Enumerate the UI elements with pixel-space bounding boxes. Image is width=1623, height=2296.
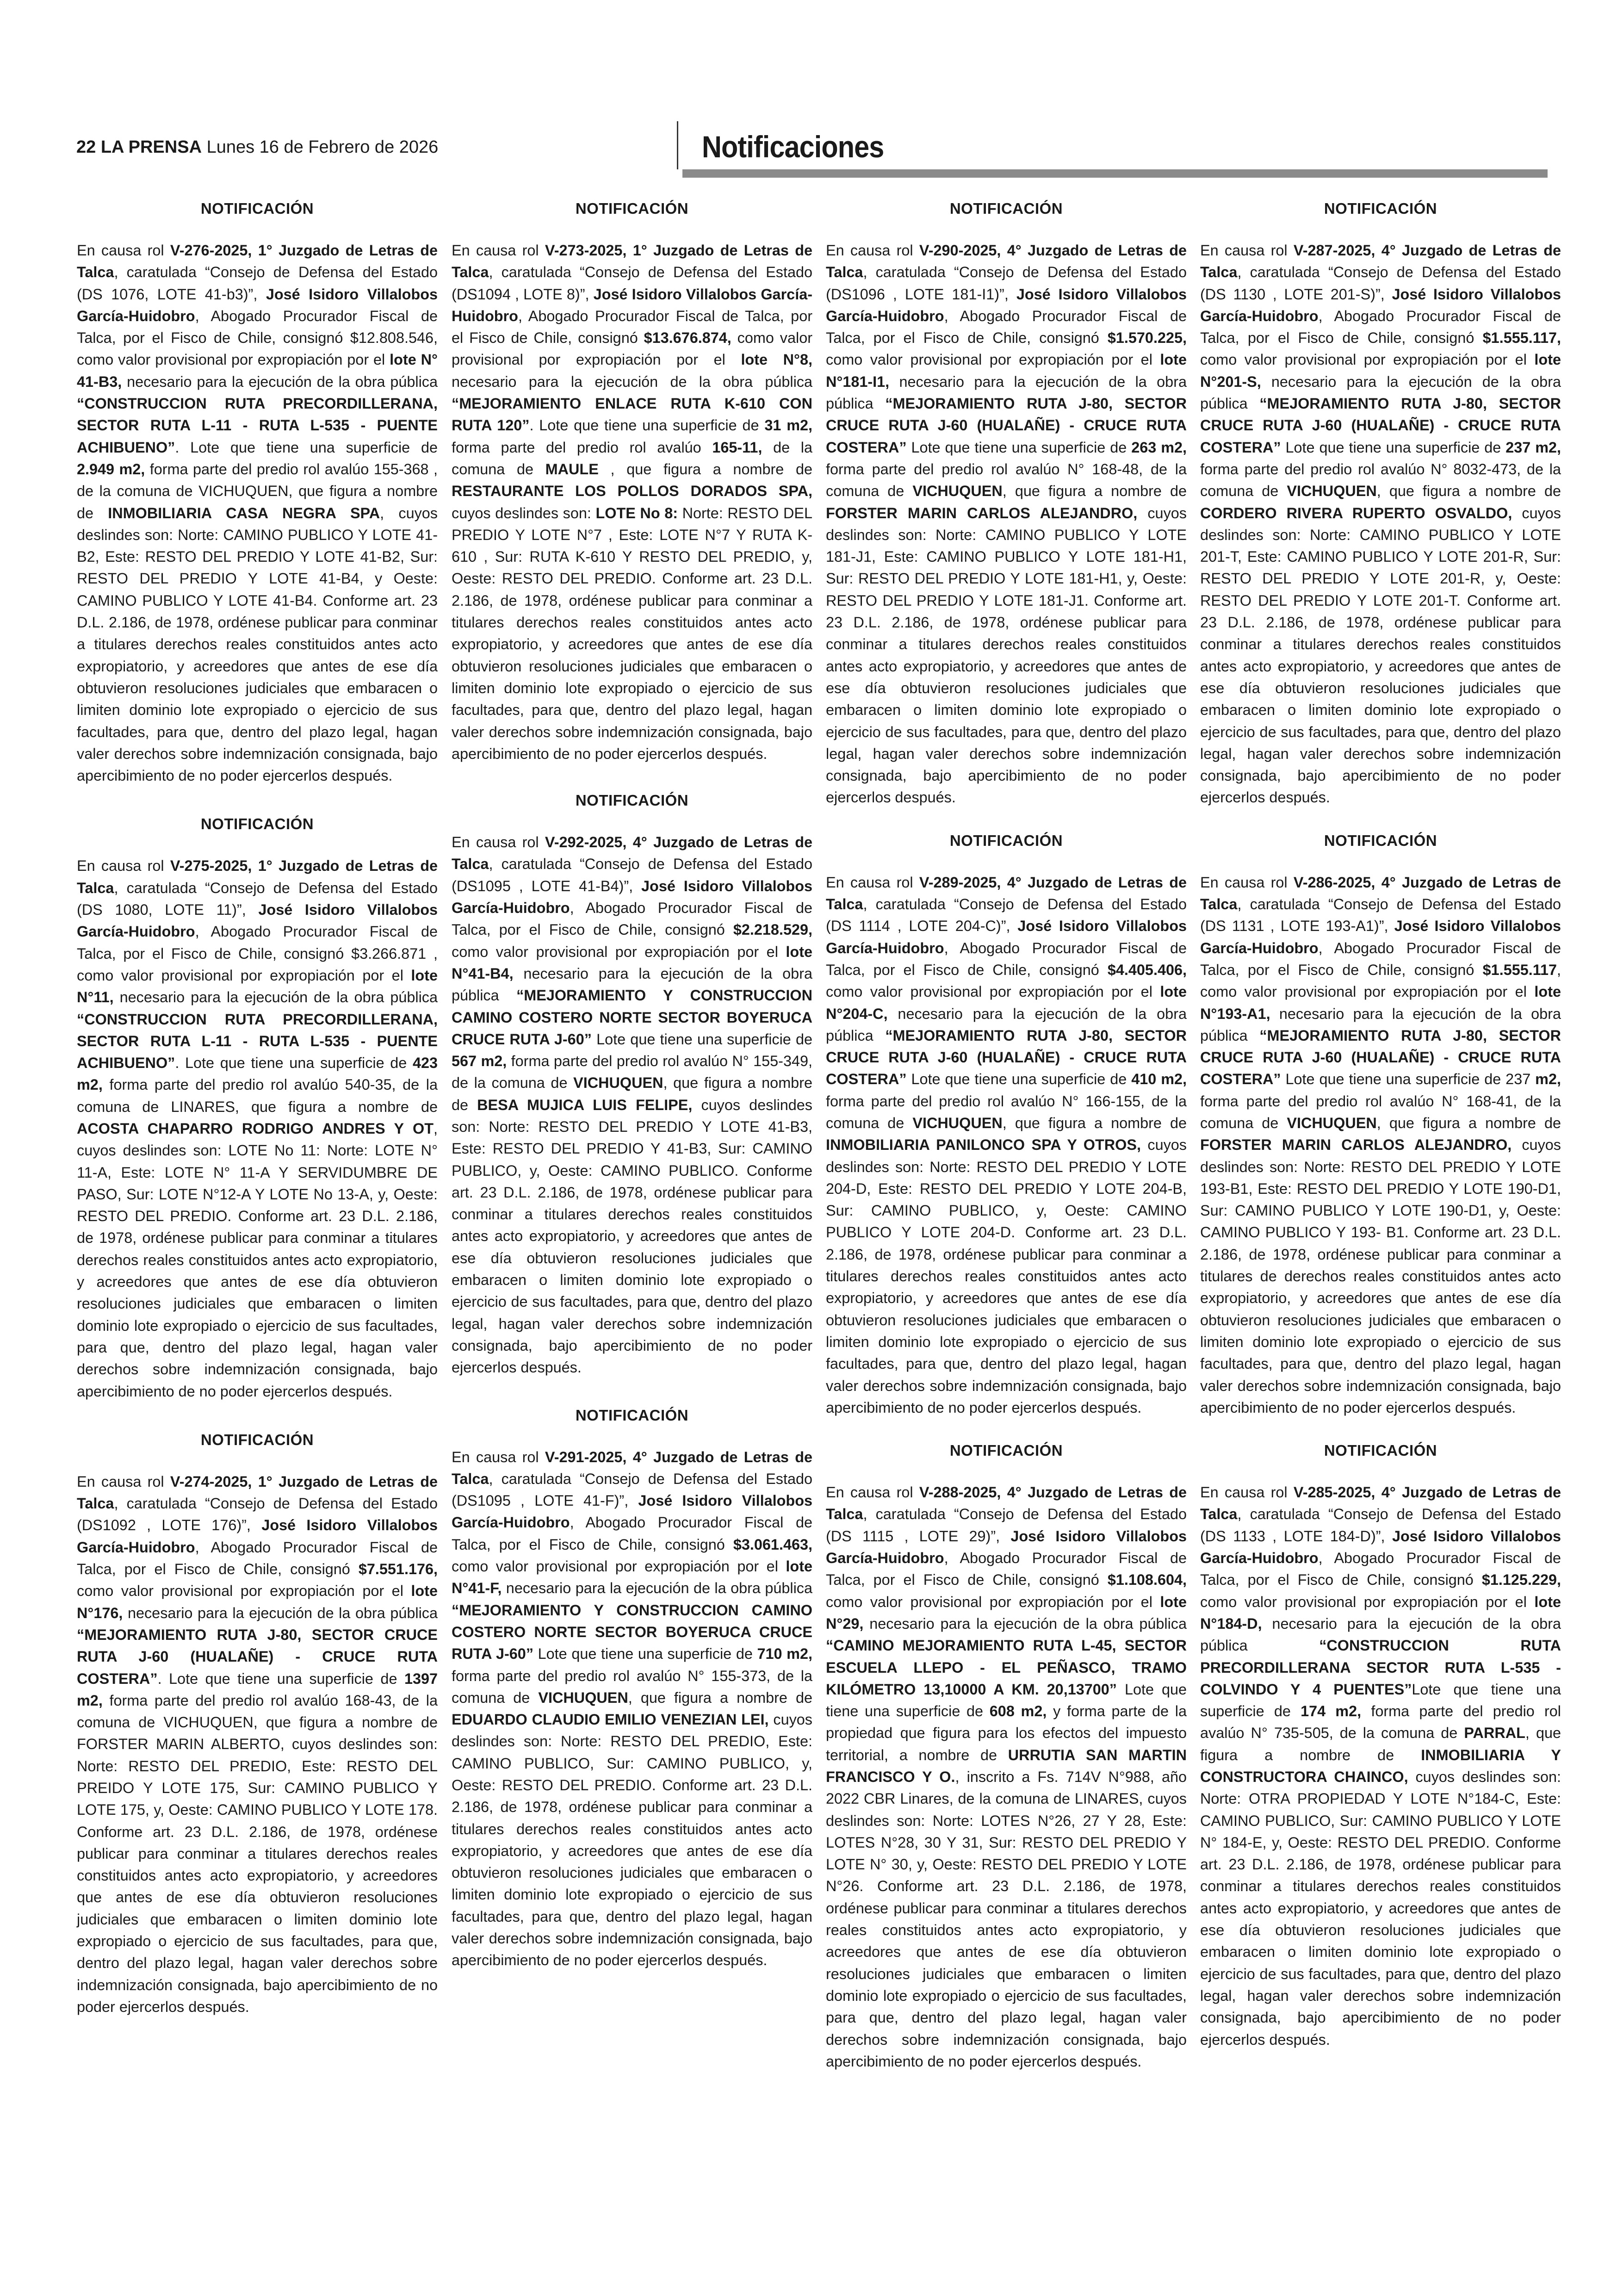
notice-body-text: necesario para la ejecución de la obra pública [1200,373,1561,412]
notice-title: NOTIFICACIÓN [949,832,1063,849]
notice-body-bold-text: lote N°176, [77,1582,438,1621]
notice-body-bold-text: URRUTIA SAN MARTIN FRANCISCO Y O. [826,1746,1187,1785]
notice-body-bold-text: V-276-2025, 1° Juzgado de Letras de Talca [77,242,438,281]
notice-body-bold-text: “MEJORAMIENTO RUTA J-80, SECTOR CRUCE RUTA J-60 (HUALAÑE) - CRUCE RUTA COSTERA” [1200,1027,1561,1088]
notice-body-bold-text: $1.555.117, [1482,329,1561,347]
notice-body-text: y forma parte de la propiedad que figura para los efectos del impuesto territorial, a nombre de [826,1703,1187,1763]
notice-body [826,872,1187,1419]
section-bar [682,169,1548,178]
notice-body-text: necesario para la ejecución de la obra pública [452,965,812,1004]
notice-body-text: Lote que tiene una superficie de [826,1681,1187,1720]
notice-body-text: forma parte del predio rol avalúo N° 8032-473, de la comuna de [1200,460,1561,500]
notice-body-text: , Abogado Procurador Fiscal de Talca, por el Fisco de Chile, consignó [452,900,812,938]
notice-body-text: En causa rol [1200,874,1294,891]
notice [452,198,812,765]
notice-body-text: , que figura a nombre de [1376,483,1561,500]
notice-body-text: cuyos deslindes son: [452,504,596,521]
notice [452,790,812,1378]
notice-body-bold-text: 567 m2, [452,1053,507,1070]
notice-body-bold-text: 1397 m2, [77,1670,438,1709]
notice-body-text: . Lote que tiene una superficie de [175,439,438,456]
notice-body-text: cuyos deslindes son: Norte: OTRA PROPIEDAD Y LOTE N°184-C, Este: CAMINO PUBLICO, Sur: CAMINO PUBLICO Y LOTE N° 184-E, y, Oeste: RESTO DEL PREDIO. Conforme art. 23 D.L. 2.186, de 1978, ordénese publicar para conminar a titulares derechos reales constituidos antes acto expropiatorio, y acreedores que antes de ese día obtuvieron resoluciones judiciales que embaracen o limiten dominio lote expropiado o ejercicio de sus facultades, para que, dentro del plazo legal, hagan valer derechos sobre indemnización consignada, bajo apercibimiento de no poder ejercerlos después. [1200,1769,1561,2048]
notice-body [77,240,438,787]
notice-body-bold-text: lote N°193-A1, [1200,983,1561,1022]
notice-body-text: forma parte del predio rol avalúo N° 168-48, de la comuna de [826,460,1187,500]
notice-body-bold-text: 31 m2, [764,417,813,434]
notice-title: NOTIFICACIÓN [200,815,314,833]
notice-body-bold-text: José Isidoro Villalobos García-Huidobro [826,1527,1187,1567]
notice-body-text: forma parte del predio rol avalúo 540-35, de la comuna de LINARES, que figura a nombre de [77,1076,438,1115]
notice-body [1200,1482,1561,2051]
notice-body-bold-text: $1.555.117 [1482,961,1557,978]
notice [77,1429,438,2018]
notice-body-bold-text: José Isidoro Villalobos García-Huidobro [77,901,438,940]
notice-body-text: . Lote que tiene una superficie de [175,1055,413,1072]
notice-body-bold-text: “CONSTRUCCION RUTA PRECORDILLERANA, SECTOR RUTA L-11 - RUTA L-535 - PUENTE ACHIBUENO” [77,395,438,456]
notice-body-text: Lote que tiene una superficie de 237 [1281,1071,1536,1088]
notice-body-bold-text: VICHUQUEN [912,1114,1003,1131]
notice [1200,198,1561,809]
notice-body-bold-text: José Isidoro Villalobos García-Huidobro [826,918,1187,956]
notice [826,1440,1187,2073]
notice-title: NOTIFICACIÓN [200,1431,314,1448]
notice-body-text: , que figura a nombre de [1376,1114,1561,1131]
notice-body-text: como valor provisional por expropiación por el [77,1582,411,1600]
notice [1200,830,1561,1419]
notice-body-text: , caratulada “Consejo de Defensa del Estado (DS 1115 , LOTE 29)”, [826,1506,1187,1545]
notice-body-bold-text: VICHUQUEN [1287,1114,1377,1131]
notice-body-bold-text: “MEJORAMIENTO RUTA J-80, SECTOR CRUCE RUTA J-60 (HUALAÑE) - CRUCE RUTA COSTERA” [826,395,1187,456]
notice-body-bold-text: INMOBILIARIA PANILONCO SPA Y OTROS, [826,1136,1141,1154]
notice-body-text: , caratulada “Consejo de Defensa del Estado (DS 1133 , LOTE 184-D)”, [1200,1506,1561,1545]
notice-body-bold-text: FORSTER MARIN CARLOS ALEJANDRO, [826,504,1138,521]
notice-body-text: de la comuna de [452,439,812,478]
notice-body-text: Lote que tiene una superficie de [591,1030,812,1048]
column-2 [452,198,812,1972]
notice [77,813,438,1402]
notice [1200,1440,1561,2051]
notice-body [77,1471,438,2018]
notice-body-text: necesario para la ejecución de la obra pública [452,373,812,390]
notice-body-text: como valor provisional por expropiación por el [452,329,812,368]
notice-body-text: forma parte del predio rol avalúo [452,439,712,456]
notice-body-text: , cuyos deslindes son: LOTE No 11: Norte: LOTE N° 11-A, Este: LOTE N° 11-A Y SERVIDUMBRE DE PASO, Sur: LOTE N°12-A Y LOTE No 13-A, y, Oeste: RESTO DEL PREDIO. Conforme art. 23 D.L. 2.186, de 1978, ordénese publicar para conminar a titulares derechos reales constituidos antes acto expropiatorio, y acreedores que antes de ese día obtuvieron resoluciones judiciales que embaracen o limiten dominio lote expropiado o ejercicio de sus facultades, para que, dentro del plazo legal, hagan valer derechos sobre indemnización consignada, bajo apercibimiento de no poder ejercerlos después. [77,1120,438,1400]
notice-body-bold-text: “MEJORAMIENTO ENLACE RUTA K-610 CON RUTA 120” [452,395,812,434]
notice-body-text: necesario para la ejecución de la obra pública [826,1005,1187,1044]
notice-body [452,832,812,1378]
notice-body-bold-text: “MEJORAMIENTO RUTA J-80, SECTOR CRUCE RUTA J-60 (HUALAÑE) - CRUCE RUTA COSTERA” [826,1027,1187,1088]
notice-body-bold-text: V-286-2025, 4° Juzgado de Letras de Talca [1200,874,1561,913]
column-3 [826,198,1187,2073]
publication-date: Lunes 16 de Febrero de 2026 [206,137,439,157]
notice-body-text: , caratulada “Consejo de Defensa del Estado (DS1092 , LOTE 176)”, [77,1495,438,1534]
notice-title: NOTIFICACIÓN [1324,200,1437,217]
notice-body-text: como valor provisional por expropiación por el [826,351,1160,368]
notice-body-text: cuyos deslindes son: Norte: CAMINO PUBLICO Y LOTE 181-J1, Este: CAMINO PUBLICO Y LOTE 181-H1, Sur: RESTO DEL PREDIO Y LOTE 181-H1, y, Oeste: RESTO DEL PREDIO Y LOTE 181-J1. Conforme art. 23 D.L. 2.186, de 1978, ordénese publicar para conminar a titulares derechos reales constituidos antes acto expropiatorio, y acreedores que antes de ese día obtuvieron resoluciones judiciales que embaracen o limiten dominio lote expropiado o ejercicio de sus facultades, para que, dentro del plazo legal, hagan valer derechos sobre indemnización consignada, bajo apercibimiento de no poder ejercerlos después. [826,504,1187,806]
notice-body [826,240,1187,809]
notice-body-bold-text: José Isidoro Villalobos García-Huidobro [77,1517,438,1556]
notice-body-text: , Abogado Procurador Fiscal de Talca, por el Fisco de Chile, consignó $12.808.546, como valor provisional por expropiación por el [77,307,438,368]
notice-body-bold-text: $1.125.229, [1481,1571,1561,1589]
notice-body-text: , Abogado Procurador Fiscal de Talca, por el Fisco de Chile, consignó [826,1550,1187,1589]
header-divider [677,121,678,169]
notice-body-bold-text: VICHUQUEN [912,483,1003,500]
notice-body-text: forma parte del predio rol avalúo N° 168-41, de la comuna de [1200,1092,1561,1131]
notice-body-bold-text: “MEJORAMIENTO RUTA J-80, SECTOR CRUCE RUTA J-60 (HUALAÑE) - CRUCE RUTA COSTERA” [77,1626,438,1687]
notice-title: NOTIFICACIÓN [200,200,314,217]
notice-body-bold-text: “CAMINO MEJORAMIENTO RUTA L-45, SECTOR ESCUELA LLEPO - EL PEÑASCO, TRAMO KILÓMETRO 13,10000 A KM. 20,13700” [826,1637,1187,1698]
notice-body-bold-text: lote N°11, [77,967,438,1006]
notice-body-text: como valor provisional por expropiación por el [452,943,786,960]
notice-body-text: necesario para la ejecución de la obra pública [1200,1615,1561,1654]
notice-body-bold-text: lote N°41-B4, [452,943,812,982]
notice-body-text: , que figura a nombre de [1002,483,1187,500]
notice-body-text: como valor provisional por expropiación por el [826,983,1160,1000]
notice-body-text: En causa rol [77,242,170,259]
notice-body-text: forma parte del predio rol avalúo N° 155-373, de la comuna de [452,1667,812,1706]
notice-body-bold-text: V-273-2025, 1° Juzgado de Letras de Talca [452,242,813,281]
notice-body-text: necesario para la ejecución de la obra pública [1200,1005,1561,1044]
notice-body-text: , caratulada “Consejo de Defensa del Estado (DS 1080, LOTE 11)”, [77,879,438,918]
notice-body-bold-text: RESTAURANTE LOS POLLOS DORADOS SPA, [452,483,812,500]
notice-title: NOTIFICACIÓN [949,1442,1063,1459]
notice-body [826,1482,1187,2073]
notice [452,1405,812,1972]
notice-body-text: cuyos deslindes son: Norte: RESTO DEL PREDIO, Este: CAMINO PUBLICO, Sur: CAMINO PUBLICO, y, Oeste: RESTO DEL PREDIO. Conforme art. 23 D.L. 2.186, de 1978, ordénese publicar para conminar a titulares derechos reales constituidos antes acto expropiatorio, y acreedores que antes de ese día obtuvieron resoluciones judiciales que embaracen o limiten dominio lote expropiado o ejercicio de sus facultades, para que, dentro del plazo legal, hagan valer derechos sobre indemnización consignada, bajo apercibimiento de no poder ejercerlos después. [452,1711,812,1969]
notice-body [1200,240,1561,809]
notice-body-bold-text: VICHUQUEN [573,1074,663,1092]
notice-body-bold-text: 710 m2, [757,1645,812,1663]
notice-body-text: , caratulada “Consejo de Defensa del Estado (DS1095 , LOTE 41-F)”, [452,1470,812,1509]
notice-body-text: , Abogado Procurador Fiscal de Talca, por el Fisco de Chile, consignó [1200,307,1561,347]
notice-body-bold-text: lote N°8, [741,351,812,368]
notice-body-bold-text: 2.949 m2, [77,460,145,478]
notice-body-text: cuyos deslindes son: Norte: RESTO DEL PREDIO Y LOTE 41-B3, Este: RESTO DEL PREDIO Y 41-B3, Sur: CAMINO PUBLICO, y, Oeste: CAMINO PUBLICO. Conforme art. 23 D.L. 2.186, de 1978, ordénese publicar para conminar a titulares derechos reales constituidos antes acto expropiatorio, y acreedores que antes de ese día obtuvieron resoluciones judiciales que embaracen o limiten dominio lote expropiado o ejercicio de sus facultades, para que, dentro del plazo legal, hagan valer derechos sobre indemnización consignada, bajo apercibimiento de no poder ejercerlos después. [452,1096,813,1376]
notice-body-text: , inscrito a Fs. 714V N°988, año 2022 CBR Linares, de la comuna de LINARES, cuyos deslindes son: Norte: LOTES N°26, 27 Y 28, Este: LOTES N°28, 30 Y 31, Sur: RESTO DEL PREDIO Y LOTE N° 30, y, Oeste: RESTO DEL PREDIO Y LOTE N°26. Conforme art. 23 D.L. 2.186, de 1978, ordénese publicar para conminar a titulares derechos reales constituidos antes acto expropiatorio, y acreedores que antes de ese día obtuvieron resoluciones judiciales que embaracen o limiten dominio lote expropiado o ejercicio de sus facultades, para que, dentro del plazo legal, hagan valer derechos sobre indemnización consignada, bajo apercibimiento de no poder ejercerlos después. [826,1769,1187,2070]
notice-body-bold-text: “MEJORAMIENTO Y CONSTRUCCION CAMINO COSTERO NORTE SECTOR BOYERUCA CRUCE RUTA J-60” [452,987,812,1048]
notice-body-bold-text: MAULE [545,460,599,478]
notice-body-bold-text: V-292-2025, 4° Juzgado de Letras de Talca [452,834,813,873]
notice-body [452,1446,812,1972]
notice-body-bold-text: José Isidoro Villalobos García-Huidobro [452,285,812,324]
notice-body-text: En causa rol [452,1448,545,1465]
notice-body-bold-text: José Isidoro Villalobos García-Huidobro [77,285,438,324]
notice-body-bold-text: “MEJORAMIENTO RUTA J-80, SECTOR CRUCE RUTA J-60 (HUALAÑE) - CRUCE RUTA COSTERA” [1200,395,1561,456]
notice-body-text: , Abogado Procurador Fiscal de Talca, por el Fisco de Chile, consignó [1200,1550,1561,1589]
notice-body-text: necesario para la ejecución de la obra pública [113,989,438,1006]
notice-body-bold-text: INMOBILIARIA Y CONSTRUCTORA CHAINCO, [1200,1746,1561,1785]
notice-body-bold-text: 165-11, [712,439,762,456]
notice [77,198,438,787]
notice-body-bold-text: V-290-2025, 4° Juzgado de Letras de Talca [826,242,1187,281]
notice-body-text: En causa rol [452,834,545,851]
notice-body-bold-text: “CONSTRUCCION RUTA PRECORDILLERANA SECTOR RUTA L-535 - COLVINDO Y 4 PUENTES” [1200,1637,1561,1698]
notice-body-text: En causa rol [1200,242,1294,259]
notice-body-text: cuyos deslindes son: Norte: RESTO DEL PREDIO Y LOTE 204-D, Este: RESTO DEL PREDIO Y LOTE 204-B, Sur: CAMINO PUBLICO, y, Oeste: CAMINO PUBLICO Y LOTE 204-D. Conforme art. 23 D.L. 2.186, de 1978, ordénese publicar para conminar a titulares derechos reales constituidos antes acto expropiatorio, y acreedores que antes de ese día obtuvieron resoluciones judiciales que embaracen o limiten dominio lote expropiado o ejercicio de sus facultades, para que, dentro del plazo legal, hagan valer derechos sobre indemnización consignada, bajo apercibimiento de no poder ejercerlos después. [826,1136,1187,1416]
notice-body-text: , que figura a nombre de [452,1074,812,1113]
notice-body-text: , Abogado Procurador Fiscal de Talca, por el Fisco de Chile, consignó $3.266.871 , como valor provisional por expropiación por el [77,923,438,984]
notice-body-bold-text: $3.061.463, [733,1536,812,1553]
notice-body-text: , caratulada “Consejo de Defensa del Estado (DS 1076, LOTE 41-b3)”, [77,264,438,303]
notice-body-bold-text: V-274-2025, 1° Juzgado de Letras de Talca [77,1473,438,1512]
notice-body-text: cuyos deslindes son: Norte: RESTO DEL PREDIO Y LOTE 193-B1, Este: RESTO DEL PREDIO Y LOTE 190-D1, Sur: CAMINO PUBLICO Y LOTE 190-D1, y, Oeste: CAMINO PUBLICO Y 193- B1. Conforme art. 23 D.L. 2.186, de 1978, ordénese publicar para conminar a titulares de derechos reales constituidos antes acto expropiatorio, y acreedores que antes de ese día obtuvieron resoluciones judiciales que embaracen o limiten dominio lote expropiado o ejercicio de sus facultades, para que, dentro del plazo legal, hagan valer derechos sobre indemnización consignada, bajo apercibimiento de no poder ejercerlos después. [1200,1136,1561,1416]
notice-body-bold-text: lote N°181-I1, [826,351,1187,390]
notice-title: NOTIFICACIÓN [1324,1442,1437,1459]
notice-body-bold-text: V-275-2025, 1° Juzgado de Letras de Talca [77,857,438,896]
notice-body-text: cuyos deslindes son: Norte: CAMINO PUBLICO Y LOTE 201-T, Este: CAMINO PUBLICO Y LOTE 201-R, Sur: RESTO DEL PREDIO Y LOTE 201-R, y, Oeste: RESTO DEL PREDIO Y LOTE 201-T. Conforme art. 23 D.L. 2.186, de 1978, ordénese publicar para conminar a titulares derechos reales constituidos antes acto expropiatorio, y acreedores que antes de ese día obtuvieron resoluciones judiciales que embaracen o limiten dominio lote expropiado o ejercicio de sus facultades, para que, dentro del plazo legal, hagan valer derechos sobre indemnización consignada, bajo apercibimiento de no poder ejercerlos después. [1200,504,1561,806]
notice-body-text: necesario para la ejecución de la obra pública [863,1615,1187,1632]
notice-body-text: Lote que tiene una superficie de [906,439,1132,456]
notice-body-text: , cuyos deslindes son: Norte: CAMINO PUBLICO Y LOTE 41-B2, Este: RESTO DEL PREDIO Y LOTE 41-B2, Sur: RESTO DEL PREDIO Y LOTE 41-B4, y Oeste: CAMINO PUBLICO Y LOTE 41-B4. Conforme art. 23 D.L. 2.186, de 1978, ordénese publicar para conminar a titulares derechos reales constituidos antes acto expropiatorio, y acreedores que antes de ese día obtuvieron resoluciones judiciales que embaracen o limiten dominio lote expropiado o ejercicio de sus facultades, para que, dentro del plazo legal, hagan valer derechos sobre indemnización consignada, bajo apercibimiento de no poder ejercerlos después. [77,504,438,784]
notice-body-bold-text: $2.218.529, [733,921,812,938]
notice-body [77,855,438,1402]
notice-body-text: forma parte del predio rol avalúo 168-43, de la comuna de VICHUQUEN, que figura a nombre de FORSTER MARIN ALBERTO, cuyos deslindes son: Norte: RESTO DEL PREDIO, Este: RESTO DEL PREIDO Y LOTE 175, Sur: CAMINO PUBLICO Y LOTE 175, y, Oeste: CAMINO PUBLICO Y LOTE 178. Conforme art. 23 D.L. 2.186, de 1978, ordénese publicar para conminar a titulares derechos reales constituidos antes acto expropiatorio, y acreedores que antes de ese día obtuvieron resoluciones judiciales que embaracen o limiten dominio lote expropiado o ejercicio de sus facultades, para que, dentro del plazo legal, hagan valer derechos sobre indemnización consignada, bajo apercibimiento de no poder ejercerlos después. [77,1692,438,2015]
notice-body-text: , caratulada “Consejo de Defensa del Estado (DS1096 , LOTE 181-I1)”, [826,264,1187,303]
notice-body-bold-text: lote N°29, [826,1593,1187,1632]
notice-body-text: como valor provisional por expropiación por el [826,1593,1160,1610]
notice-title: NOTIFICACIÓN [949,200,1063,217]
notice-body-text: , caratulada “Consejo de Defensa del Estado (DS 1114 , LOTE 204-C)”, [826,896,1187,935]
notice-body-text: , que figura a nombre de [628,1689,812,1706]
notice-body-text: . Lote que tiene una superficie de [157,1670,404,1687]
notice-body-bold-text: $7.551.176, [358,1561,438,1578]
notice-body-bold-text: PARRAL [1464,1725,1525,1742]
notice-body-bold-text: V-291-2025, 4° Juzgado de Letras de Talca [452,1448,813,1487]
notice-body-text: Lote que tiene una superficie de [1281,439,1506,456]
notice-body-bold-text: $1.570.225, [1107,329,1187,347]
notice-body-text: Lote que tiene una superficie de [1200,1681,1561,1720]
notice-body-text: , Abogado Procurador Fiscal de Talca, por el Fisco de Chile, consignó [826,939,1187,978]
notice-body-text: , caratulada “Consejo de Defensa del Estado (DS1094 , LOTE 8)”, [452,264,812,303]
notice-body-text: forma parte del predio rol avalúo 155-368 , de la comuna de VICHUQUEN, que figura a nombre de [77,460,438,521]
notice-body-text: , Abogado Procurador Fiscal de Talca, por el Fisco de Chile, consignó [77,1539,438,1578]
notice-body-text: En causa rol [77,857,170,875]
notice-body-text: Norte: RESTO DEL PREDIO Y LOTE N°7 , Este: LOTE N°7 Y RUTA K-610 , Sur: RUTA K-610 Y RESTO DEL PREDIO, y, Oeste: RESTO DEL PREDIO. Conforme art. 23 D.L. 2.186, de 1978, ordénese publicar para conminar a titulares derechos reales constituidos antes acto expropiatorio, y acreedores que antes de ese día obtuvieron resoluciones judiciales que embaracen o limiten dominio lote expropiado o ejercicio de sus facultades, para que, dentro del plazo legal, hagan valer derechos sobre indemnización consignada, bajo apercibimiento de no poder ejercerlos después. [452,504,812,762]
notice-body-text: necesario para la ejecución de la obra pública [123,1604,438,1621]
notice-body-text: necesario para la ejecución de la obra pública [502,1580,812,1597]
notice-body-bold-text: FORSTER MARIN CARLOS ALEJANDRO, [1200,1136,1512,1154]
page-number: 22 [76,137,96,157]
notice-body-bold-text: m2, [1535,1071,1561,1088]
notice-body-text: , que figura a nombre de [1002,1114,1187,1131]
notice-body-bold-text: 263 m2, [1131,439,1187,456]
notice-body-bold-text: 174 m2, [1301,1703,1362,1720]
notice-body-text: . Lote que tiene una superficie de [529,417,765,434]
notice-body-bold-text: José Isidoro Villalobos García-Huidobro [826,285,1187,324]
notice-body-text: En causa rol [826,1484,919,1501]
notice-body-bold-text: “CONSTRUCCION RUTA PRECORDILLERANA, SECTOR RUTA L-11 - RUTA L-535 - PUENTE ACHIBUENO” [77,1011,438,1072]
notice-body-bold-text: EDUARDO CLAUDIO EMILIO VENEZIAN LEI, [452,1711,769,1728]
notice-body-text: forma parte del predio rol avalúo N° 735-505, de la comuna de [1200,1703,1561,1742]
notice-body-text: En causa rol [1200,1484,1294,1501]
notice-body-text: forma parte del predio rol avalúo N° 155-349, de la comuna de [452,1053,812,1092]
notice-body-text: , caratulada “Consejo de Defensa del Estado (DS 1130 , LOTE 201-S)”, [1200,264,1561,303]
notice-body-text: como valor provisional por expropiación por el [1200,351,1535,368]
notice-body-text: , que figura a nombre de [1200,1725,1561,1763]
notice-body-bold-text: VICHUQUEN [1287,483,1377,500]
notice-body-bold-text: “MEJORAMIENTO Y CONSTRUCCION CAMINO COSTERO NORTE SECTOR BOYERUCA CRUCE RUTA J-60” [452,1601,812,1663]
notice-body-text: , que figura a nombre de [598,460,812,478]
notice-body-text: como valor provisional por expropiación por el [452,1558,786,1575]
notice-body-text: En causa rol [452,242,545,259]
notice-body-text: , como valor provisional por expropiación por el [1200,961,1561,1000]
newspaper-name: LA PRENSA [100,137,202,157]
notice-body-bold-text: José Isidoro Villalobos García-Huidobro [1200,1527,1561,1567]
notice-body-bold-text: lote N°204-C, [826,983,1187,1022]
header-left [76,134,438,160]
notice-body-bold-text: lote N°184-D, [1200,1593,1561,1632]
notice-body-text: En causa rol [77,1473,170,1490]
notice-body-bold-text: 608 m2, [989,1703,1047,1720]
notice-body-text: , caratulada “Consejo de Defensa del Estado (DS1095 , LOTE 41-B4)”, [452,856,812,894]
notice-body-bold-text: lote N°201-S, [1200,351,1561,390]
notice-body-bold-text: ACOSTA CHAPARRO RODRIGO ANDRES Y OT [77,1120,434,1137]
notice-body-bold-text: 410 m2, [1131,1071,1187,1088]
notice-body-bold-text: V-287-2025, 4° Juzgado de Letras de Talca [1200,242,1561,281]
notice-body-bold-text: José Isidoro Villalobos García-Huidobro [1200,918,1561,956]
notice-body-bold-text: V-288-2025, 4° Juzgado de Letras de Talca [826,1484,1187,1523]
notice-body-bold-text: V-285-2025, 4° Juzgado de Letras de Talca [1200,1484,1561,1523]
notice-title: NOTIFICACIÓN [1324,832,1437,849]
notice-body-text: Lote que tiene una superficie de [906,1071,1132,1088]
notice-body-text: , caratulada “Consejo de Defensa del Estado (DS 1131 , LOTE 193-A1)”, [1200,896,1561,935]
notice-body-text: como valor provisional por expropiación por el [1200,1593,1535,1610]
notice-body-text: forma parte del predio rol avalúo N° 166-155, de la comuna de [826,1092,1187,1131]
notice-title: NOTIFICACIÓN [575,200,689,217]
notice-body-bold-text: José Isidoro Villalobos García-Huidobro [452,1492,813,1531]
notice-body-bold-text: 423 m2, [77,1055,438,1093]
notice-body-bold-text: $1.108.604, [1107,1571,1187,1589]
notice-body-bold-text: VICHUQUEN [538,1689,628,1706]
notice-body [1200,872,1561,1419]
notice-title: NOTIFICACIÓN [575,792,689,809]
notice-body-bold-text: 237 m2, [1505,439,1561,456]
notice-body-bold-text: lote N°41-F, [452,1558,812,1597]
notice-body-text: , Abogado Procurador Fiscal de Talca, por el Fisco de Chile, consignó [826,307,1187,347]
section-title: Notificaciones [702,130,884,164]
notice-body-text: En causa rol [826,242,919,259]
notice [826,830,1187,1419]
notice-title: NOTIFICACIÓN [575,1406,689,1424]
notice-body-bold-text: BESA MUJICA LUIS FELIPE, [477,1096,693,1113]
notice-body-text: , Abogado Procurador Fiscal de Talca, por el Fisco de Chile, consignó [452,307,812,347]
notice-body-text: necesario para la ejecución de la obra pública [122,373,438,390]
column-4 [1200,198,1561,2051]
notice-body-text: , Abogado Procurador Fiscal de Talca, por el Fisco de Chile, consignó [452,1514,812,1553]
notice-body-text: necesario para la ejecución de la obra pública [826,373,1187,412]
notice-body-bold-text: José Isidoro Villalobos García-Huidobro [1200,285,1561,324]
notice-body-bold-text: lote N° 41-B3, [77,351,438,390]
notice-body-text: Lote que tiene una superficie de [533,1645,757,1663]
notice-body-bold-text: V-289-2025, 4° Juzgado de Letras de Talca [826,874,1187,913]
notice-body [452,240,812,765]
notice-body-bold-text: LOTE No 8: [595,504,678,521]
notice-body-bold-text: $4.405.406, [1107,961,1187,978]
notice-body-text: En causa rol [826,874,919,891]
notice [826,198,1187,809]
notice-body-text: , Abogado Procurador Fiscal de Talca, por el Fisco de Chile, consignó [1200,939,1561,978]
notice-body-bold-text: INMOBILIARIA CASA NEGRA SPA [108,504,380,521]
notice-body-bold-text: $13.676.874, [644,329,731,347]
notice-body-bold-text: José Isidoro Villalobos García-Huidobro [452,877,812,917]
column-1 [77,198,438,2018]
notice-body-bold-text: CORDERO RIVERA RUPERTO OSVALDO, [1200,504,1512,521]
page-header [76,121,1548,172]
